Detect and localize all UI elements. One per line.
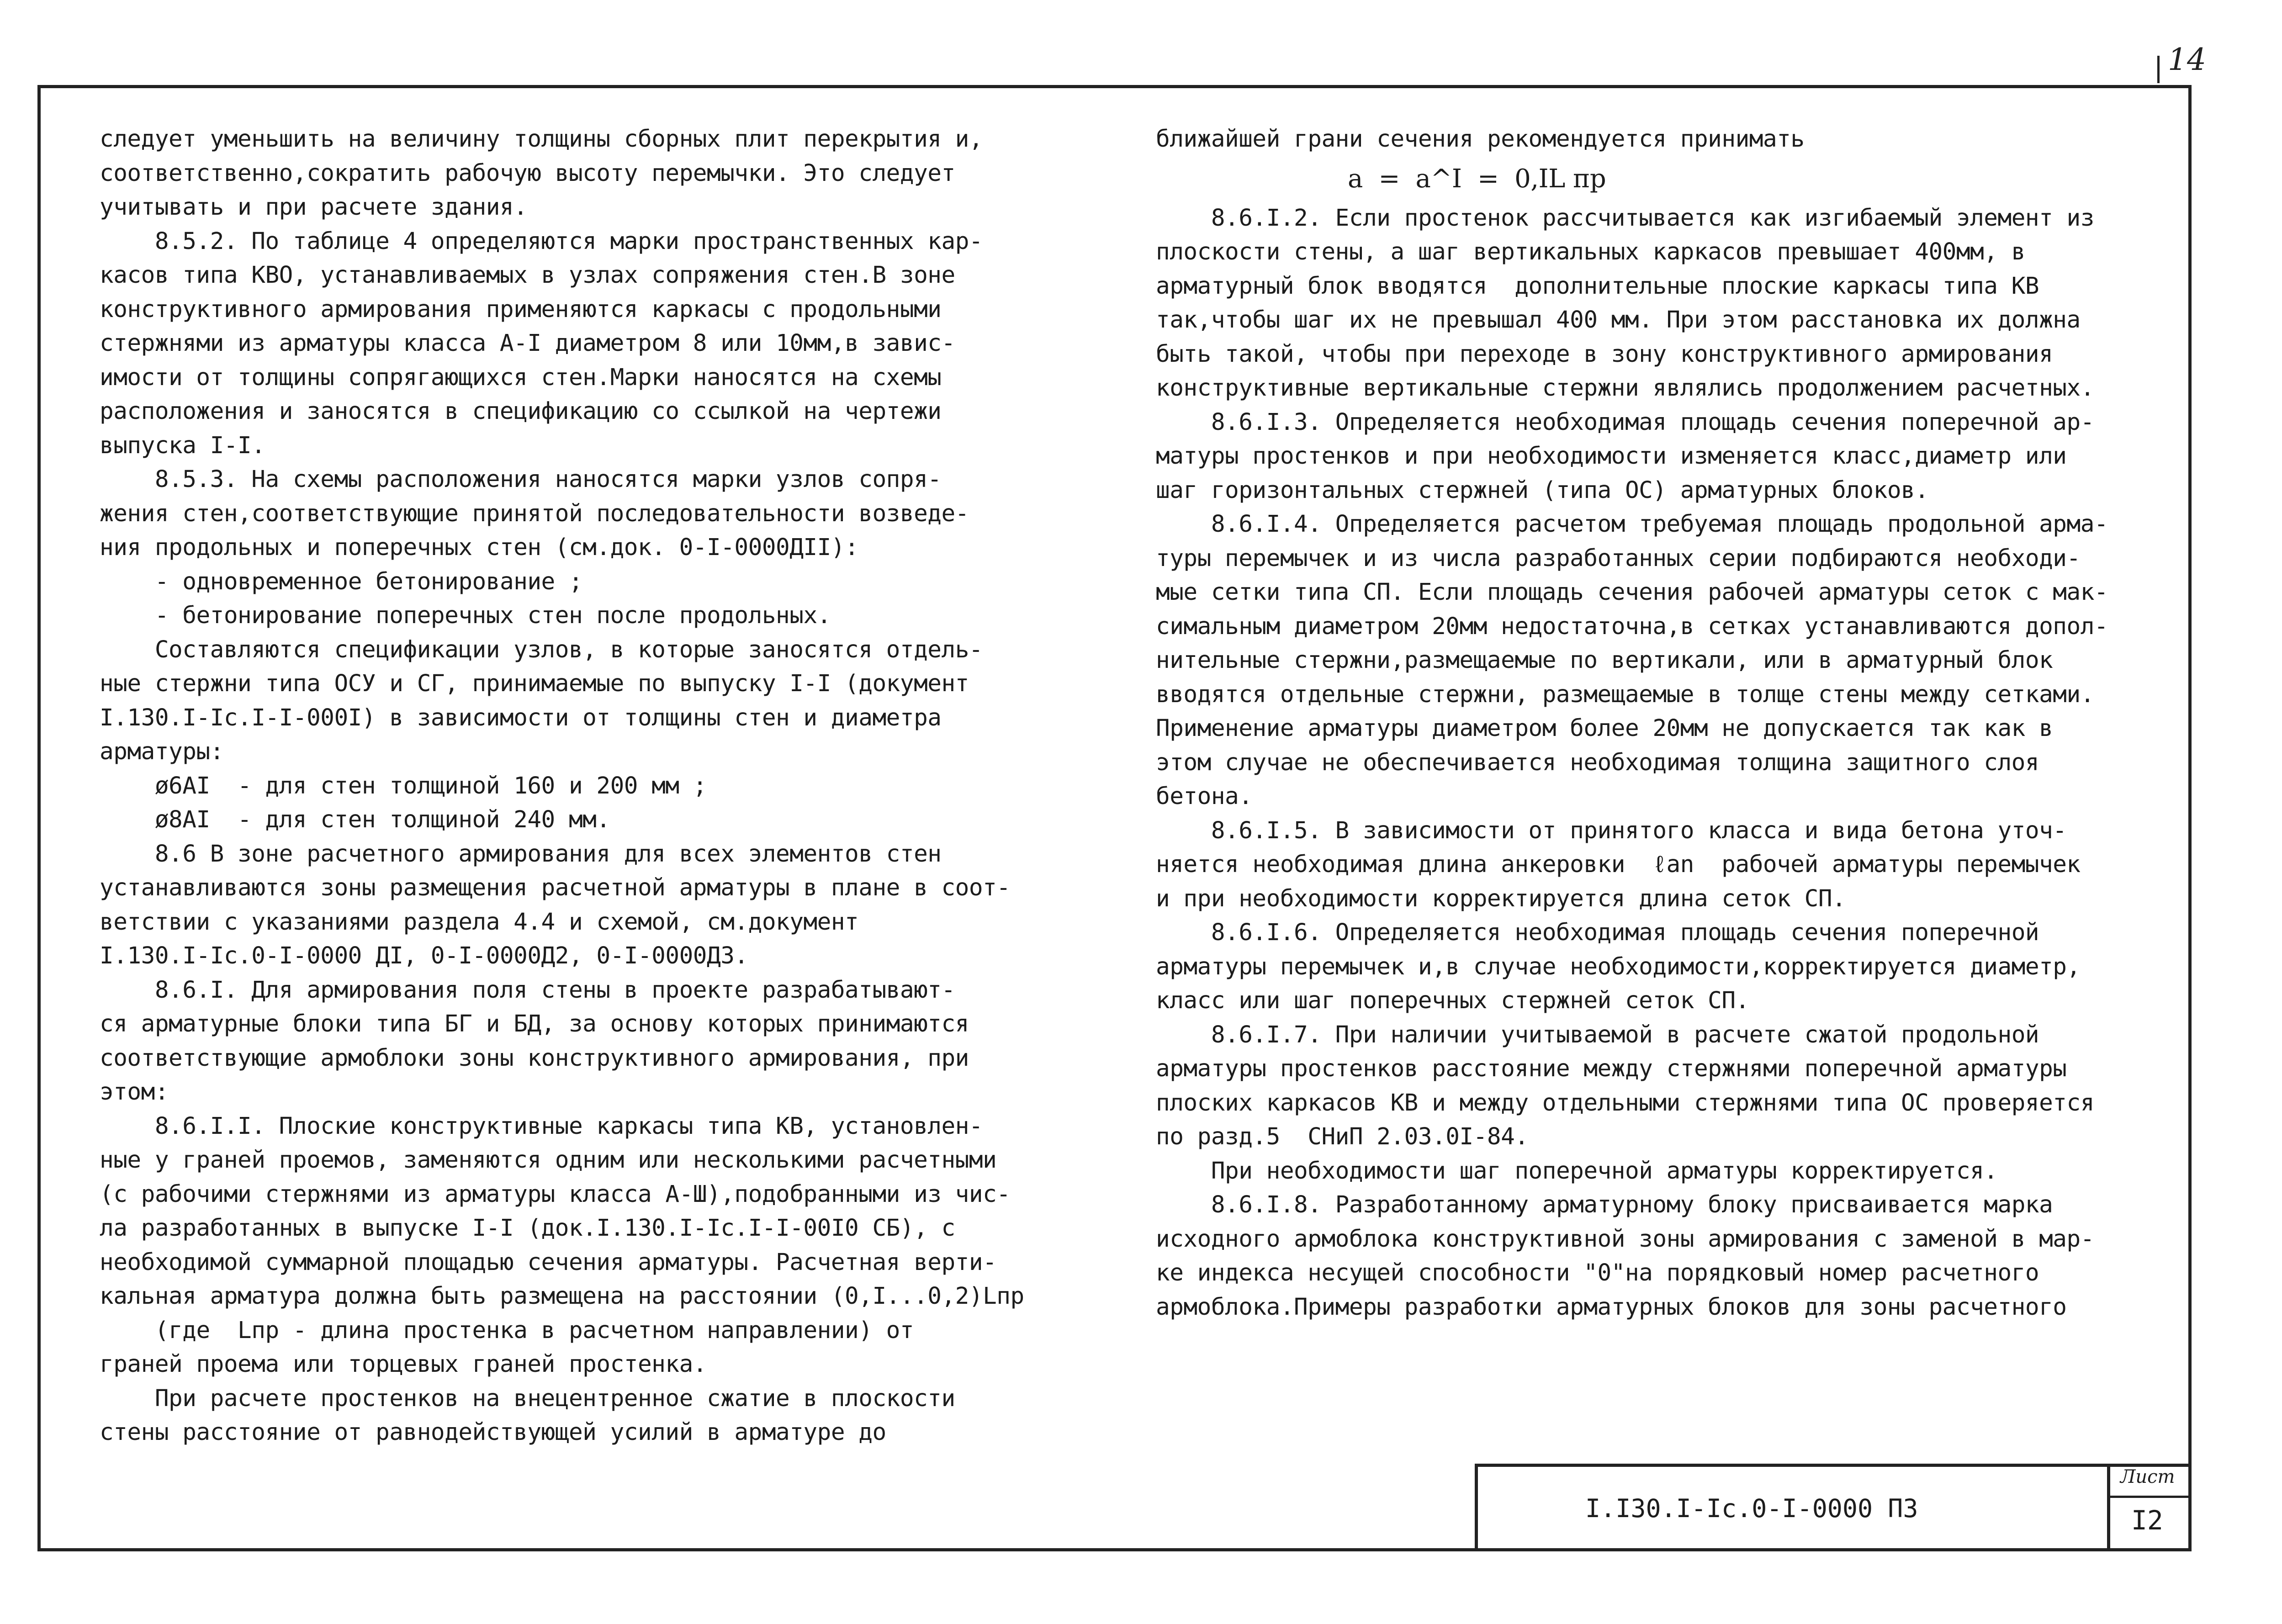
text-line: класс или шаг поперечных стержней сеток СП.: [1156, 987, 1749, 1014]
text-line: соответственно,сократить рабочую высоту перемычки. Это следует: [100, 159, 955, 187]
sheet-separator: [2110, 1496, 2192, 1498]
text-line: учитывать и при расчете здания.: [100, 194, 528, 221]
text-line: конструктивные вертикальные стержни являлись продолжением расчетных.: [1156, 375, 2094, 402]
left-text-column: [100, 122, 1114, 1450]
text-line: 8.6.I.7. При наличии учитываемой в расчете сжатой продольной: [1156, 1021, 2039, 1048]
text-line: этом случае не обеспечивается необходимая толщина защитного слоя: [1156, 749, 2039, 776]
text-line: 8.6.I. Для армирования поля стены в проекте разрабатывают-: [100, 976, 955, 1004]
text-line: няется необходимая длина анкеровки ℓan рабочей арматуры перемычек: [1156, 851, 2081, 878]
text-line: - одновременное бетонирование ;: [100, 568, 583, 595]
text-line: стержнями из арматуры класса А-I диаметром 8 или 10мм,в завис-: [100, 330, 955, 357]
text-line: бетона.: [1156, 783, 1253, 810]
text-line: арматуры:: [100, 738, 224, 765]
text-line: При необходимости шаг поперечной арматуры корректируется.: [1156, 1157, 1998, 1185]
text-line: ø6AI - для стен толщиной 160 и 200 мм ;: [100, 772, 707, 799]
text-line: ния продольных и поперечных стен (см.док. 0-I-0000ДII):: [100, 534, 859, 561]
text-line: шаг горизонтальных стержней (типа ОС) арматурных блоков.: [1156, 476, 1929, 504]
text-line: арматурный блок вводятся дополнительные плоские каркасы типа КВ: [1156, 272, 2039, 300]
text-line: 8.6.I.3. Определяется необходимая площадь сечения поперечной ар-: [1156, 408, 2094, 436]
corner-tick: [2157, 56, 2160, 83]
text-line: вводятся отдельные стержни, размещаемые в толще стены между сетками.: [1156, 681, 2094, 708]
text-line: (где Lпр - длина простенка в расчетном направлении) от: [100, 1317, 914, 1344]
text-line: быть такой, чтобы при переходе в зону конструктивного армирования: [1156, 340, 2053, 368]
text-line: исходного армоблока конструктивной зоны армирования с заменой в мар-: [1156, 1225, 2094, 1253]
text-line: армоблока.Примеры разработки арматурных блоков для зоны расчетного: [1156, 1293, 2067, 1321]
text-line: 8.6 В зоне расчетного армирования для всех элементов стен: [100, 840, 942, 868]
text-line: ке индекса несущей способности "0"на порядковый номер расчетного: [1156, 1259, 2039, 1286]
right-column-intro: ближайшей грани сечения рекомендуется принимать: [1156, 126, 1805, 153]
text-line: плоскости стены, а шаг вертикальных каркасов превышает 400мм, в: [1156, 238, 2025, 265]
text-line: плоских каркасов КВ и между отдельными стержнями типа ОС проверяется: [1156, 1089, 2094, 1116]
text-line: ся арматурные блоки типа БГ и БД, за основу которых принимаются: [100, 1010, 969, 1037]
text-line: 8.5.3. На схемы расположения наносятся марки узлов сопря-: [100, 466, 942, 493]
text-line: так,чтобы шаг их не превышал 400 мм. При этом расстановка их должна: [1156, 307, 2081, 333]
text-line: ные у граней проемов, заменяются одним или несколькими расчетными: [100, 1147, 997, 1174]
text-line: следует уменьшить на величину толщины сборных плит перекрытия и,: [100, 126, 983, 153]
text-line: нительные стержни,размещаемые по вертикали, или в арматурный блок: [1156, 647, 2053, 674]
sheet-number: I2: [2131, 1505, 2163, 1536]
text-line: по разд.5 СНиП 2.03.0I-84.: [1156, 1123, 1529, 1150]
sheet-box: [2107, 1464, 2192, 1551]
text-line: 8.6.I.4. Определяется расчетом требуемая площадь продольной арма-: [1156, 511, 2108, 538]
text-line: 8.6.I.2. Если простенок рассчитывается как изгибаемый элемент из: [1156, 204, 2094, 232]
text-line: и при необходимости корректируется длина сеток СП.: [1156, 885, 1846, 912]
text-line: ла разработанных в выпуске I-I (док.I.130.I-Iс.I-I-00I0 СБ), с: [100, 1215, 955, 1242]
right-column-body: [1156, 201, 2161, 1325]
text-line: устанавливаются зоны размещения расчетной арматуры в плане в соот-: [100, 874, 1011, 901]
text-line: При расчете простенков на внецентренное сжатие в плоскости: [100, 1385, 955, 1412]
text-line: 8.6.I.6. Определяется необходимая площадь сечения поперечной: [1156, 919, 2039, 946]
text-line: ные стержни типа ОСУ и СГ, принимаемые по выпуску I-I (документ: [100, 670, 969, 697]
text-line: выпуска I-I.: [100, 432, 265, 459]
text-line: граней проема или торцевых граней простенка.: [100, 1351, 707, 1378]
text-line: 8.6.I.8. Разработанному арматурному блоку присваивается марка: [1156, 1191, 2053, 1218]
text-line: арматуры перемычек и,в случае необходимости,корректируется диаметр,: [1156, 953, 2081, 980]
text-line: мые сетки типа СП. Если площадь сечения рабочей арматуры сеток с мак-: [1156, 579, 2108, 606]
text-line: этом:: [100, 1079, 169, 1106]
text-line: симальным диаметром 20мм недостаточна,в сетках устанавливаются допол-: [1156, 613, 2108, 640]
text-line: необходимой суммарной площадью сечения арматуры. Расчетная верти-: [100, 1248, 997, 1276]
text-line: Составляются спецификации узлов, в которые заносятся отдель-: [100, 636, 983, 663]
text-line: соответствующие армоблоки зоны конструктивного армирования, при: [100, 1044, 969, 1072]
text-line: ветствии с указаниями раздела 4.4 и схемой, см.документ: [100, 908, 859, 936]
text-line: жения стен,соответствующие принятой последовательности возведе-: [100, 500, 969, 527]
text-line: ø8AI - для стен толщиной 240 мм.: [100, 806, 610, 833]
text-line: туры перемычек и из числа разработанных серии подбираются необходи-: [1156, 545, 2081, 572]
text-line: конструктивного армирования применяются каркасы с продольными: [100, 296, 942, 323]
text-line: расположения и заносятся в спецификацию со ссылкой на чертежи: [100, 398, 942, 425]
text-line: - бетонирование поперечных стен после продольных.: [100, 602, 831, 629]
text-line: 8.6.I.5. В зависимости от принятого класса и вида бетона уточ-: [1156, 817, 2067, 844]
formula: a = a^I = 0,IL пр: [1348, 164, 1606, 194]
text-line: стены расстояние от равнодействующей усилий в арматуре до: [100, 1419, 886, 1446]
text-line: кальная арматура должна быть размещена на расстоянии (0,I...0,2)Lпр: [100, 1283, 1024, 1310]
text-line: I.130.I-Iс.I-I-000I) в зависимости от толщины стен и диаметра: [100, 704, 942, 731]
text-line: имости от толщины сопрягающихся стен.Марки наносятся на схемы: [100, 364, 942, 391]
text-line: матуры простенков и при необходимости изменяется класс,диаметр или: [1156, 443, 2067, 470]
text-line: 8.6.I.I. Плоские конструктивные каркасы типа КВ, установлен-: [100, 1112, 983, 1140]
text-line: I.130.I-Iс.0-I-0000 ДI, 0-I-0000Д2, 0-I-0000Д3.: [100, 942, 748, 969]
right-text-column: [1156, 122, 2161, 1324]
sheet-label: Лист: [2120, 1466, 2175, 1487]
text-line: арматуры простенков расстояние между стержнями поперечной арматуры: [1156, 1055, 2067, 1082]
document-code: I.I30.I-Iс.0-I-0000 ПЗ: [1585, 1494, 1918, 1523]
text-line: (с рабочими стержнями из арматуры класса А-Ш),подобранными из чис-: [100, 1180, 1011, 1208]
text-line: Применение арматуры диаметром более 20мм не допускается так как в: [1156, 715, 2053, 742]
text-line: касов типа КВО, устанавливаемых в узлах сопряжения стен.В зоне: [100, 262, 955, 289]
page-corner-number: 14: [2168, 42, 2206, 77]
text-line: 8.5.2. По таблице 4 определяются марки пространственных кар-: [100, 227, 983, 255]
